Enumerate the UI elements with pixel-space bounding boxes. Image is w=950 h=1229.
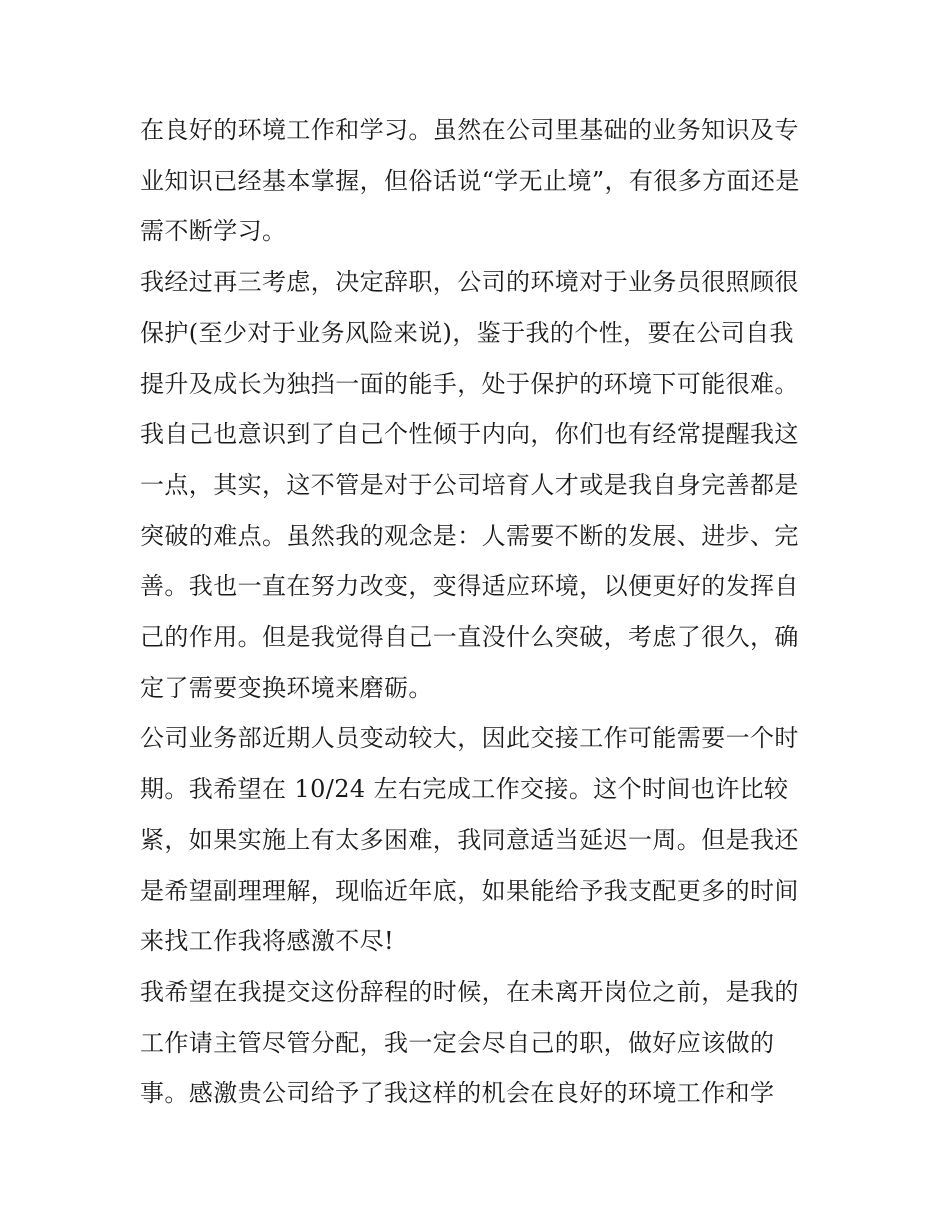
- text-line: 突破的难点。虽然我的观念是：人需要不断的发展、进步、完: [140, 521, 799, 550]
- text-line: 一点，其实，这不管是对于公司培育人才或是我自身完善都是: [140, 470, 799, 499]
- text-line: 在良好的环境工作和学习。虽然在公司里基础的业务知识及专: [140, 116, 799, 144]
- text-line: 是希望副理理解，现临近年底，如果能给予我支配更多的时间: [140, 876, 799, 905]
- text-line: 工作请主管尽管分配，我一定会尽自己的职，做好应该做的: [140, 1028, 775, 1057]
- text-line: 提升及成长为独挡一面的能手，处于保护的环境下可能很难。: [140, 369, 799, 398]
- text-line: 业知识已经基本掌握，但俗话说“学无止境”，有很多方面还是: [140, 166, 800, 195]
- text-line: 期。我希望在 10/24 左右完成工作交接。这个时间也许比较: [140, 775, 789, 804]
- text-line: 定了需要变换环境来磨砺。: [140, 673, 433, 702]
- text-line: 事。感激贵公司给予了我这样的机会在良好的环境工作和学: [140, 1079, 775, 1108]
- text-line: 需不断学习。: [140, 217, 287, 246]
- text-line: 来找工作我将感激不尽!: [140, 927, 395, 956]
- body-text: [140, 105, 830, 1119]
- text-line: 我希望在我提交这份辞程的时候，在未离开岗位之前，是我的: [140, 977, 799, 1006]
- text-line: 善。我也一直在努力改变，变得适应环境，以便更好的发挥自: [140, 572, 799, 601]
- text-line: 我经过再三考虑，决定辞职，公司的环境对于业务员很照顾很: [140, 268, 799, 297]
- text-line: 我自己也意识到了自己个性倾于内向，你们也有经常提醒我这: [140, 420, 799, 449]
- text-line: 保护(至少对于业务风险来说)，鉴于我的个性，要在公司自我: [140, 318, 794, 347]
- text-line: 己的作用。但是我觉得自己一直没什么突破，考虑了很久，确: [140, 623, 799, 652]
- text-line: 紧，如果实施上有太多困难，我同意适当延迟一周。但是我还: [140, 825, 799, 854]
- text-line: 公司业务部近期人员变动较大，因此交接工作可能需要一个时: [140, 724, 799, 753]
